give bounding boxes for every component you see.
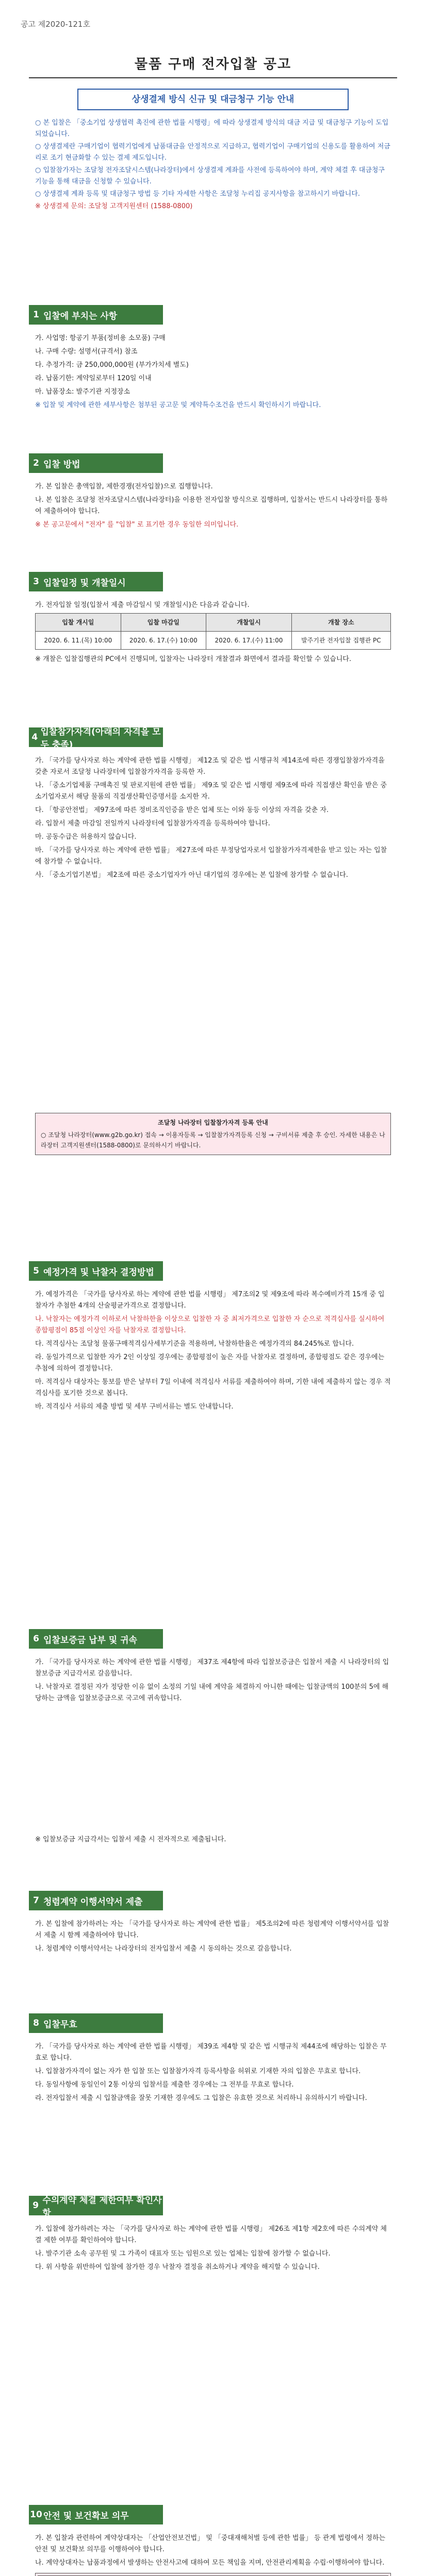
s3-note: ※ 개찰은 입찰집행관의 PC에서 진행되며, 입찰자는 나라장터 개찰결과 화면에서 결과를 확인할 수 있습니다. (35, 655, 352, 663)
schedule-cell: 2020. 6. 17.(수) 10:00 (121, 632, 206, 650)
s8-line: 라. 전자입찰서 제출 시 입찰금액을 잘못 기재한 경우에도 그 입찰은 유효한 것으로 처리하니 유의하시기 바랍니다. (35, 2094, 367, 2102)
section-body-3 (35, 600, 391, 667)
section-header-10: 10 안전 및 보건확보 의무 (29, 2505, 163, 2524)
s1-line: 다. 추정가격: 금 250,000,000원 (부가가치세 별도) (35, 361, 189, 369)
s1-line: 라. 납품기한: 계약일로부터 120일 이내 (35, 375, 152, 382)
section-header-7: 7 청렴계약 이행서약서 제출 (29, 1891, 163, 1910)
registration-notice-title: 조달청 나라장터 입찰참가자격 등록 안내 (158, 1119, 268, 1126)
section-body-4 (35, 755, 391, 883)
s4-line: 나. 「중소기업제품 구매촉진 및 판로지원에 관한 법률」 제9조 및 같은 법 시행령 제9조에 따라 직접생산 확인을 받은 중소기업자로서 해당 물품의 직접생산확인증명서를 소지한 자. (35, 782, 387, 801)
s4-line: 라. 입찰서 제출 마감일 전일까지 나라장터에 입찰참가자격을 등록하여야 합니다. (35, 820, 270, 827)
intro-line: ○ 입찰참가자는 조달청 전자조달시스템(나라장터)에서 상생결제 계좌를 사전에 등록하여야 하며, 계약 체결 후 대금청구 기능을 통해 대금을 신청할 수 있습니다. (35, 166, 385, 185)
section-body-8 (35, 2041, 391, 2106)
section-body-6 (35, 1657, 391, 1706)
schedule-header: 입찰 개시일 (36, 614, 121, 632)
section-header-5: 5 예정가격 및 낙찰자 결정방법 (29, 1261, 163, 1281)
s2-note: ※ 본 공고문에서 "전자" 를 "입찰" 로 표기한 경우 동일한 의미입니다. (35, 521, 239, 529)
schedule-cell: 2020. 6. 17.(수) 11:00 (206, 632, 292, 650)
section-header-1: 1 입찰에 부치는 사항 (29, 305, 163, 325)
registration-notice-body: ○ 조달청 나라장터(www.g2b.go.kr) 접속 → 이용자등록 → 입찰참가자격등록 신청 → 구비서류 제출 후 승인. 자세한 내용은 나라장터 고객지원센터(1588-0800)로 문의하시기 바랍니다. (41, 1131, 385, 1149)
schedule-header: 개찰일시 (206, 614, 292, 632)
schedule-table (35, 613, 391, 650)
section-body-2 (35, 481, 391, 533)
section-body-10 (35, 2533, 391, 2576)
s6-tail: ※ 입찰보증금 지급각서는 입찰서 제출 시 전자적으로 제출됩니다. (35, 1836, 226, 1843)
intro-line: ○ 상생결제 계좌 등록 및 대금청구 방법 등 기타 자세한 사항은 조달청 누리집 공지사항을 참고하시기 바랍니다. (35, 190, 361, 198)
s8-line: 가. 「국가를 당사자로 하는 계약에 관한 법률 시행령」 제39조 제4항 및 같은 법 시행규칙 제44조에 해당하는 입찰은 무효로 합니다. (35, 2043, 387, 2062)
section-body-7 (35, 1919, 391, 1957)
s5-line: 가. 예정가격은 「국가를 당사자로 하는 계약에 관한 법률 시행령」 제7조의2 및 제9조에 따라 복수예비가격 15개 중 입찰자가 추첨한 4개의 산술평균가격으로 결정합니다. (35, 1291, 385, 1310)
s5-line: 마. 적격심사 대상자는 통보를 받은 날부터 7일 이내에 적격심사 서류를 제출하여야 하며, 기한 내에 제출하지 않는 경우 적격심사를 포기한 것으로 봅니다. (35, 1378, 391, 1397)
notice-box: 상생결제 방식 신규 및 대금청구 기능 안내 (77, 89, 349, 110)
s5-line: 다. 적격심사는 조달청 물품구매적격심사세부기준을 적용하며, 낙찰하한율은 예정가격의 84.245%로 합니다. (35, 1340, 354, 1348)
schedule-cell: 2020. 6. 11.(목) 10:00 (36, 632, 121, 650)
s4-line: 사. 「중소기업기본법」 제2조에 따른 중소기업자가 아닌 대기업의 경우에는 본 입찰에 참가할 수 없습니다. (35, 871, 349, 879)
s3-lead: 가. 전자입찰 일정(입찰서 제출 마감일시 및 개찰일시)은 다음과 같습니다. (35, 601, 250, 609)
section-header-3: 3 입찰일정 및 개찰일시 (29, 572, 163, 591)
s1-line: 가. 사업명: 항공기 부품(정비용 소모품) 구매 (35, 334, 166, 342)
s1-line: 나. 구매 수량: 설명서(규격서) 참조 (35, 348, 138, 355)
section-header-6: 6 입찰보증금 납부 및 귀속 (29, 1629, 163, 1649)
s8-line: 나. 입찰참가자격이 없는 자가 한 입찰 또는 입찰참가자격 등록사항을 허위로 기재한 자의 입찰은 무효로 합니다. (35, 2067, 361, 2075)
s1-note: ※ 입찰 및 계약에 관한 세부사항은 첨부된 공고문 및 계약특수조건을 반드시 확인하시기 바랍니다. (35, 401, 321, 409)
schedule-header: 입찰 마감일 (121, 614, 206, 632)
section-body-1 (35, 333, 391, 413)
s1-line: 마. 납품장소: 발주기관 지정장소 (35, 388, 130, 396)
s10-line: 가. 본 입찰과 관련하여 계약상대자는 「산업안전보건법」 및 「중대재해처벌 등에 관한 법률」 등 관계 법령에서 정하는 안전 및 보건확보 의무를 이행하여야 합니다. (35, 2534, 386, 2553)
s10-line: 나. 계약상대자는 납품과정에서 발생하는 안전사고에 대하여 모든 책임을 지며, 안전관리계획을 수립·이행하여야 합니다. (35, 2559, 385, 2567)
title-divider (29, 77, 397, 78)
s4-line: 다. 「항공안전법」 제97조에 따른 정비조직인증을 받은 업체 또는 이와 동등 이상의 자격을 갖춘 자. (35, 806, 329, 814)
s7-line: 가. 본 입찰에 참가하려는 자는 「국가를 당사자로 하는 계약에 관한 법률」 제5조의2에 따른 청렴계약 이행서약서를 입찰서 제출 시 함께 제출하여야 합니다. (35, 1920, 389, 1939)
schedule-header: 개찰 장소 (291, 614, 390, 632)
s9-line: 가. 입찰에 참가하려는 자는 「국가를 당사자로 하는 계약에 관한 법률 시행령」 제26조 제1항 제2호에 따른 수의계약 체결 제한 여부를 확인하여야 합니다. (35, 2225, 387, 2244)
intro-line: ○ 본 입찰은 「중소기업 상생협력 촉진에 관한 법률 시행령」에 따라 상생결제 방식의 대금 지급 및 대금청구 기능이 도입되었습니다. (35, 119, 389, 138)
s6-tail-wrap (35, 1834, 391, 1848)
s2-line: 나. 본 입찰은 조달청 전자조달시스템(나라장터)을 이용한 전자입찰 방식으로 집행하며, 입찰서는 반드시 나라장터를 통하여 제출하여야 합니다. (35, 496, 388, 515)
s6-line: 나. 낙찰자로 결정된 자가 정당한 이유 없이 소정의 기일 내에 계약을 체결하지 아니한 때에는 입찰금액의 100분의 5에 해당하는 금액을 입찰보증금으로 국고에 귀속합니다. (35, 1683, 389, 1702)
s5-line: 바. 적격심사 서류의 제출 방법 및 세부 구비서류는 별도 안내합니다. (35, 1403, 234, 1411)
intro-line: ※ 상생결제 문의: 조달청 고객지원센터 (1588-0800) (35, 202, 193, 210)
s5-line: 라. 동일가격으로 입찰한 자가 2인 이상일 경우에는 종합평점이 높은 자를 낙찰자로 결정하며, 종합평점도 같은 경우에는 추첨에 의하여 결정합니다. (35, 1353, 385, 1372)
section-body-9 (35, 2224, 391, 2275)
section-header-9: 9 수의계약 체결 제한여부 확인사항 (29, 2196, 163, 2215)
s9-line: 다. 위 사항을 위반하여 입찰에 참가한 경우 낙찰자 결정을 취소하거나 계약을 해지할 수 있습니다. (35, 2263, 320, 2271)
document-title: 물품 구매 전자입찰 공고 (134, 57, 292, 72)
s2-line: 가. 본 입찰은 총액입찰, 제한경쟁(전자입찰)으로 집행합니다. (35, 483, 213, 490)
s4-line: 바. 「국가를 당사자로 하는 계약에 관한 법률」 제27조에 따른 부정당업자로서 입찰참가자격제한을 받고 있는 자는 입찰에 참가할 수 없습니다. (35, 846, 387, 866)
safety-table-box (35, 2573, 391, 2576)
section-body-5 (35, 1289, 391, 1415)
section-header-4: 4 입찰참가자격(아래의 자격을 모두 충족) (29, 727, 163, 747)
s8-line: 다. 동일사항에 동일인이 2통 이상의 입찰서를 제출한 경우에는 그 전부를 무효로 합니다. (35, 2081, 294, 2089)
intro-notes (35, 117, 391, 213)
publication-number: 공고 제2020-121호 (21, 20, 90, 29)
s6-line: 가. 「국가를 당사자로 하는 계약에 관한 법률 시행령」 제37조 제4항에 따라 입찰보증금은 입찰서 제출 시 나라장터의 입찰보증금 지급각서로 갈음합니다. (35, 1658, 389, 1677)
s5-line: 나. 낙찰자는 예정가격 이하로서 낙찰하한율 이상으로 입찰한 자 중 최저가격으로 입찰한 자 순으로 적격심사를 실시하여 종합평점이 85점 이상인 자를 낙찰자로 결정합니다. (35, 1315, 385, 1334)
schedule-cell: 발주기관 전자입찰 집행관 PC (291, 632, 390, 650)
s4-line: 가. 「국가를 당사자로 하는 계약에 관한 법률 시행령」 제12조 및 같은 법 시행규칙 제14조에 따른 경쟁입찰참가자격을 갖춘 자로서 조달청 나라장터에 입찰참가자격을 등록한 자. (35, 757, 385, 776)
s7-line: 나. 청렴계약 이행서약서는 나라장터의 전자입찰서 제출 시 동의하는 것으로 갈음합니다. (35, 1945, 292, 1953)
section-header-8: 8 입찰무효 (29, 2013, 163, 2033)
section-header-2: 2 입찰 방법 (29, 453, 163, 473)
s4-line: 마. 공동수급은 허용하지 않습니다. (35, 833, 137, 841)
s4-pink-wrap (35, 1113, 391, 1155)
intro-line: ○ 상생결제란 구매기업이 협력기업에게 납품대금을 안정적으로 지급하고, 협력기업이 구매기업의 신용도를 활용하여 저금리로 조기 현금화할 수 있는 결제 제도입니다. (35, 143, 390, 162)
registration-notice-box (35, 1113, 391, 1155)
s9-line: 나. 발주기관 소속 공무원 및 그 가족이 대표자 또는 임원으로 있는 업체는 입찰에 참가할 수 없습니다. (35, 2250, 331, 2258)
